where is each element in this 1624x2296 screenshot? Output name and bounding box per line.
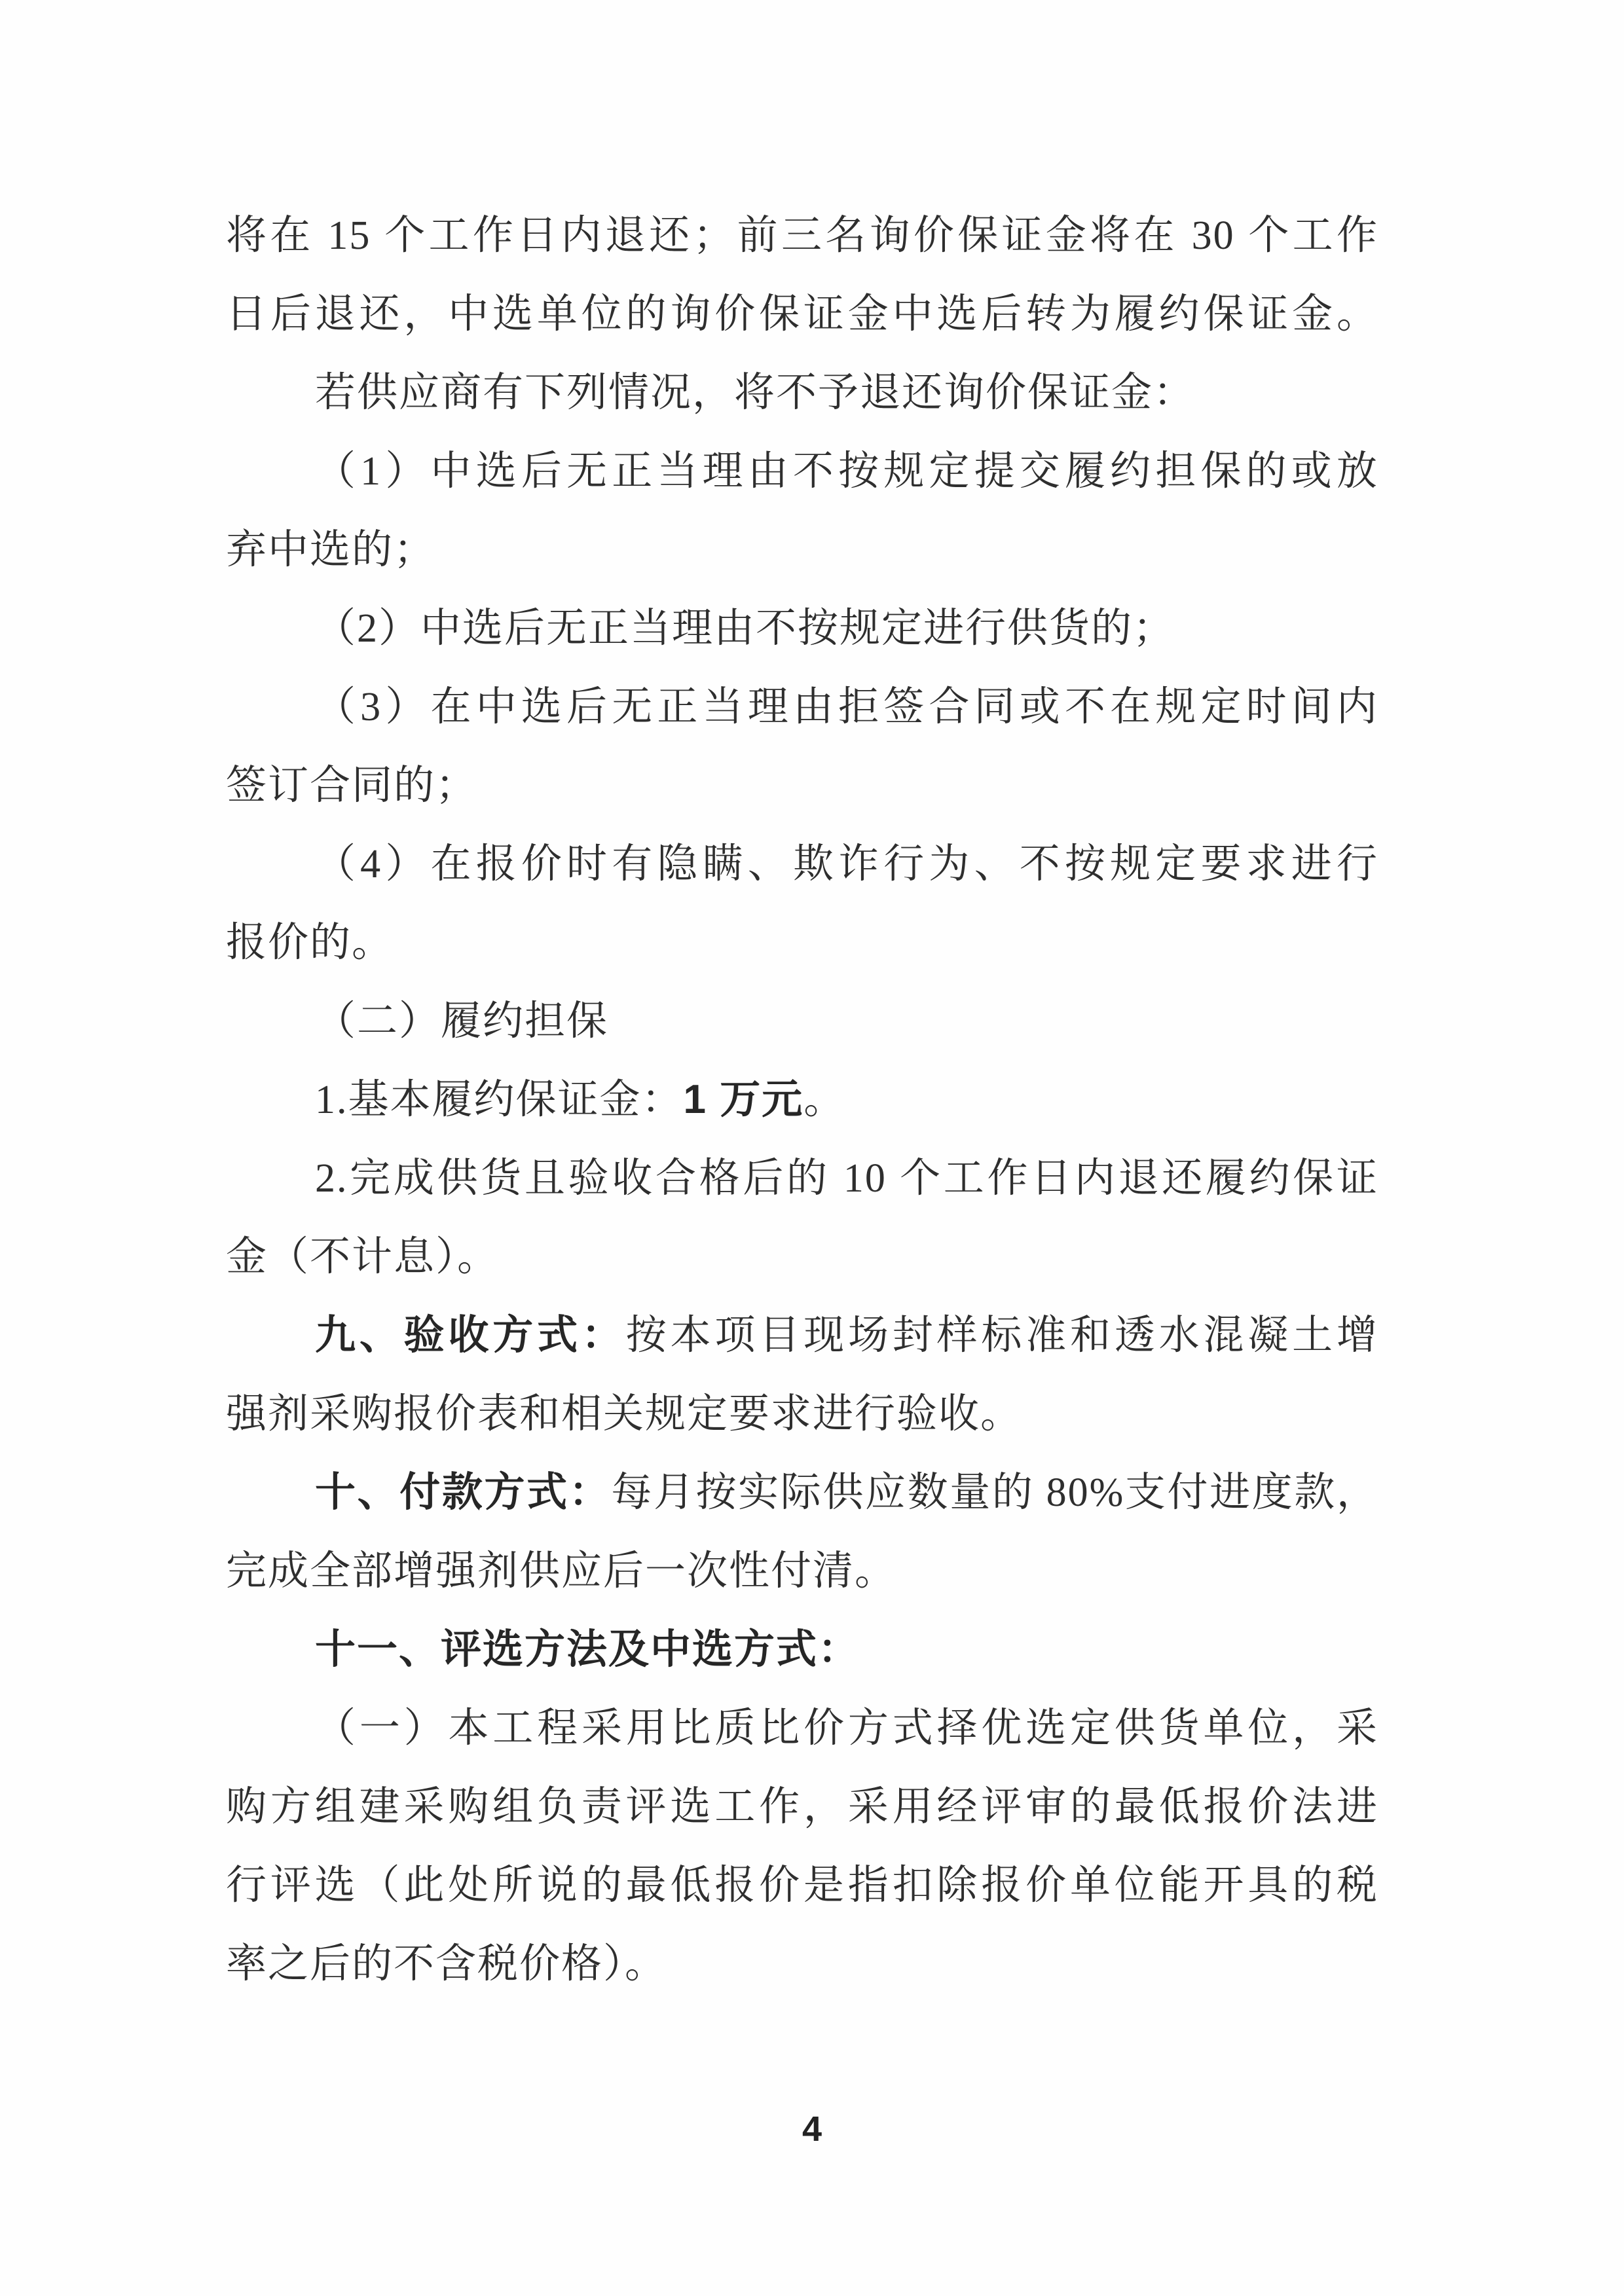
document-line-1 xyxy=(226,196,1378,275)
body-text: 1.基本履约保证金： xyxy=(315,1078,684,1122)
document-line-19 xyxy=(226,1611,1378,1689)
document-line-17 xyxy=(226,1453,1378,1532)
body-text: 2.完成供货且验收合格后的 10 个工作日内退还履约保证 xyxy=(315,1156,1378,1201)
page-number: 4 xyxy=(802,2109,822,2149)
body-text: 。 xyxy=(803,1078,846,1122)
document-line-4 xyxy=(226,432,1378,511)
document-line-12 xyxy=(226,1061,1378,1139)
text-block xyxy=(226,196,1378,2003)
document-line-5 xyxy=(226,511,1378,589)
document-line-14 xyxy=(226,1218,1378,1296)
document-line-22 xyxy=(226,1846,1378,1925)
body-text: （3）在中选后无正当理由拒签合同或不在规定时间内 xyxy=(315,685,1378,729)
body-text: 按本项目现场封样标准和透水混凝土增 xyxy=(625,1313,1378,1358)
bold-text: 九、验收方式： xyxy=(315,1313,626,1358)
body-text: 若供应商有下列情况，将不予退还询价保证金： xyxy=(315,371,1196,415)
document-line-6 xyxy=(226,589,1378,668)
document-line-23 xyxy=(226,1925,1378,2003)
document-line-3 xyxy=(226,354,1378,432)
body-text: 签订合同的； xyxy=(226,763,478,808)
bold-text: 1 万元 xyxy=(683,1077,804,1122)
body-text: （2）中选后无正当理由不按规定进行供货的； xyxy=(315,606,1175,651)
document-line-16 xyxy=(226,1375,1378,1453)
document-line-21 xyxy=(226,1768,1378,1846)
document-line-2 xyxy=(226,275,1378,354)
document-line-20 xyxy=(226,1689,1378,1768)
body-text: 报价的。 xyxy=(226,920,394,965)
bold-text: 十、付款方式： xyxy=(315,1470,612,1515)
document-line-9 xyxy=(226,825,1378,903)
body-text: 率之后的不含税价格）。 xyxy=(226,1942,667,1986)
body-text: 弃中选的； xyxy=(226,528,436,572)
document-line-10 xyxy=(226,903,1378,982)
body-text: 每月按实际供应数量的 80%支付进度款， xyxy=(611,1470,1378,1515)
body-text: 将在 15 个工作日内退还；前三名询价保证金将在 30 个工作 xyxy=(226,213,1378,258)
body-text: 行评选（此处所说的最低报价是指扣除报价单位能开具的税 xyxy=(226,1863,1378,1908)
document-line-7 xyxy=(226,668,1378,746)
body-text: （4）在报价时有隐瞒、欺诈行为、不按规定要求进行 xyxy=(315,842,1378,886)
document-line-13 xyxy=(226,1139,1378,1218)
body-text: 购方组建采购组负责评选工作，采用经评审的最低报价法进 xyxy=(226,1785,1378,1829)
body-text: （一）本工程采用比质比价方式择优选定供货单位，采 xyxy=(315,1706,1378,1751)
body-text: 完成全部增强剂供应后一次性付清。 xyxy=(226,1549,897,1594)
body-text: （1）中选后无正当理由不按规定提交履约担保的或放 xyxy=(315,449,1378,494)
body-text: 金（不计息）。 xyxy=(226,1235,500,1279)
body-text: （二）履约担保 xyxy=(315,999,609,1044)
body-text: 日后退还，中选单位的询价保证金中选后转为履约保证金。 xyxy=(226,292,1378,337)
body-text: 强剂采购报价表和相关规定要求进行验收。 xyxy=(226,1392,1023,1436)
document-line-8 xyxy=(226,746,1378,825)
document-line-18 xyxy=(226,1532,1378,1611)
document-line-11 xyxy=(226,982,1378,1061)
bold-text: 十一、评选方法及中选方式： xyxy=(315,1627,860,1672)
document-line-15 xyxy=(226,1296,1378,1375)
